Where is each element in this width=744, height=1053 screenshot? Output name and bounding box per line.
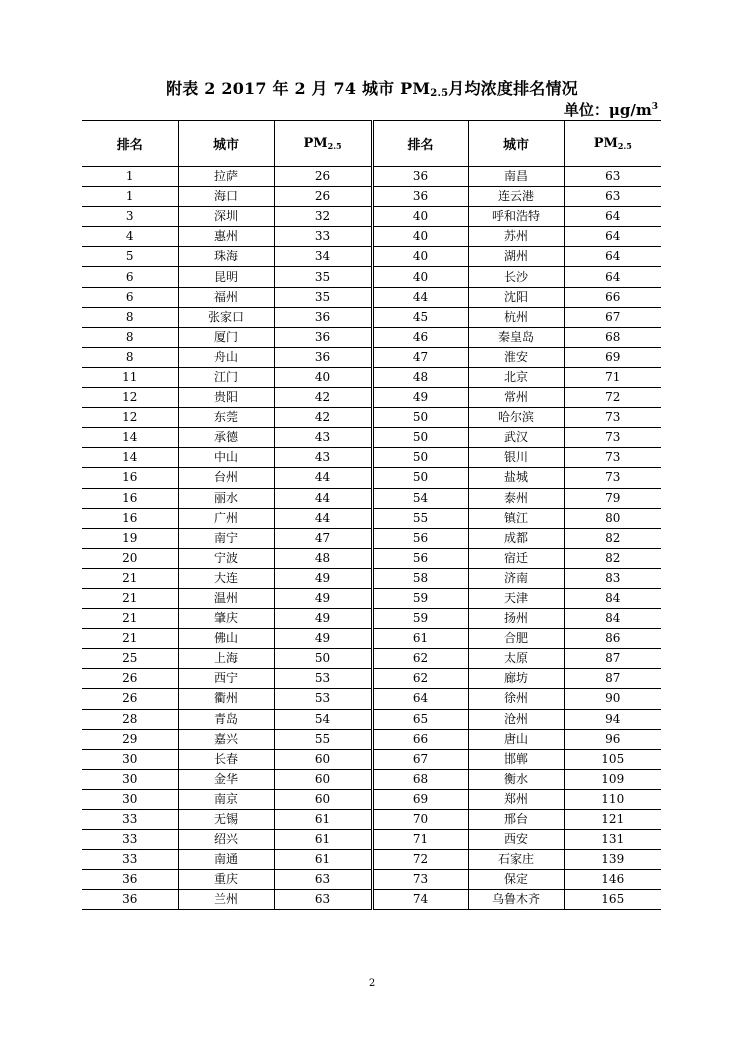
left-city-cell: 丽水 [178,488,274,508]
unit-text: 单位：μg/m [563,101,652,119]
right-rank-cell: 54 [372,488,468,508]
right-rank-cell: 46 [372,327,468,347]
left-rank-cell: 6 [82,267,178,287]
right-pm-cell: 64 [564,267,661,287]
right-pm-cell: 131 [564,830,661,850]
left-city-cell: 衢州 [178,689,274,709]
right-city-cell: 苏州 [468,227,564,247]
left-city-cell: 江门 [178,367,274,387]
left-city-cell: 佛山 [178,629,274,649]
right-city-cell: 武汉 [468,428,564,448]
left-rank-cell: 12 [82,388,178,408]
left-pm-cell: 49 [274,588,372,608]
left-pm-cell: 49 [274,629,372,649]
right-pm-cell: 87 [564,649,661,669]
left-rank-cell: 16 [82,468,178,488]
right-pm-cell: 67 [564,307,661,327]
left-pm-cell: 49 [274,609,372,629]
left-pm-cell: 34 [274,247,372,267]
header-pm-text: PM [303,136,328,151]
left-rank-cell: 16 [82,488,178,508]
right-city-cell: 太原 [468,649,564,669]
left-city-cell: 海口 [178,187,274,207]
right-rank-cell: 62 [372,669,468,689]
left-rank-cell: 29 [82,729,178,749]
left-city-cell: 青岛 [178,709,274,729]
table-row [82,830,661,850]
right-rank-cell: 73 [372,870,468,890]
left-pm-cell: 61 [274,810,372,830]
table-row [82,850,661,870]
header-rank-right: 排名 [372,121,468,167]
table-body [82,167,661,910]
header-pm-sub: 2.5 [617,141,632,151]
left-rank-cell: 1 [82,187,178,207]
table-row [82,810,661,830]
right-rank-cell: 72 [372,850,468,870]
right-rank-cell: 50 [372,408,468,428]
left-city-cell: 昆明 [178,267,274,287]
ranking-table [82,120,661,910]
left-pm-cell: 61 [274,830,372,850]
left-city-cell: 绍兴 [178,830,274,850]
left-rank-cell: 30 [82,789,178,809]
right-rank-cell: 40 [372,247,468,267]
left-rank-cell: 21 [82,568,178,588]
right-pm-cell: 64 [564,247,661,267]
right-city-cell: 泰州 [468,488,564,508]
right-pm-cell: 80 [564,508,661,528]
table-row [82,428,661,448]
right-rank-cell: 40 [372,207,468,227]
left-pm-cell: 60 [274,769,372,789]
right-rank-cell: 44 [372,287,468,307]
right-rank-cell: 66 [372,729,468,749]
left-pm-cell: 63 [274,890,372,910]
left-city-cell: 上海 [178,649,274,669]
left-pm-cell: 61 [274,850,372,870]
unit-superscript: 3 [651,102,658,112]
left-rank-cell: 19 [82,528,178,548]
table-row [82,167,661,187]
left-pm-cell: 35 [274,267,372,287]
table-row [82,870,661,890]
right-pm-cell: 69 [564,347,661,367]
table-row [82,287,661,307]
right-pm-cell: 121 [564,810,661,830]
right-pm-cell: 96 [564,729,661,749]
left-pm-cell: 36 [274,307,372,327]
left-pm-cell: 26 [274,187,372,207]
right-rank-cell: 40 [372,267,468,287]
right-pm-cell: 87 [564,669,661,689]
header-city-right: 城市 [468,121,564,167]
right-pm-cell: 146 [564,870,661,890]
left-pm-cell: 55 [274,729,372,749]
left-city-cell: 台州 [178,468,274,488]
table-row [82,769,661,789]
left-pm-cell: 53 [274,669,372,689]
table-row [82,629,661,649]
left-rank-cell: 36 [82,870,178,890]
right-city-cell: 郑州 [468,789,564,809]
right-city-cell: 廊坊 [468,669,564,689]
left-city-cell: 宁波 [178,548,274,568]
left-rank-cell: 20 [82,548,178,568]
table-row [82,588,661,608]
left-pm-cell: 48 [274,548,372,568]
left-rank-cell: 30 [82,769,178,789]
left-city-cell: 肇庆 [178,609,274,629]
left-city-cell: 嘉兴 [178,729,274,749]
right-city-cell: 乌鲁木齐 [468,890,564,910]
right-rank-cell: 58 [372,568,468,588]
left-city-cell: 深圳 [178,207,274,227]
left-rank-cell: 8 [82,327,178,347]
table-row [82,187,661,207]
left-pm-cell: 44 [274,468,372,488]
right-city-cell: 常州 [468,388,564,408]
header-pm-right [564,121,661,167]
left-pm-cell: 60 [274,789,372,809]
right-pm-cell: 90 [564,689,661,709]
left-rank-cell: 25 [82,649,178,669]
right-rank-cell: 50 [372,428,468,448]
unit-label [564,99,658,120]
table-row [82,388,661,408]
left-pm-cell: 50 [274,649,372,669]
left-pm-cell: 33 [274,227,372,247]
right-pm-cell: 82 [564,528,661,548]
left-city-cell: 金华 [178,769,274,789]
left-city-cell: 温州 [178,588,274,608]
left-rank-cell: 14 [82,428,178,448]
table-row [82,327,661,347]
right-city-cell: 盐城 [468,468,564,488]
right-city-cell: 衡水 [468,769,564,789]
right-city-cell: 北京 [468,367,564,387]
right-city-cell: 长沙 [468,267,564,287]
left-pm-cell: 47 [274,528,372,548]
table-row [82,307,661,327]
table-row [82,568,661,588]
right-pm-cell: 82 [564,548,661,568]
table-row [82,468,661,488]
right-rank-cell: 45 [372,307,468,327]
left-city-cell: 东莞 [178,408,274,428]
right-rank-cell: 65 [372,709,468,729]
right-pm-cell: 66 [564,287,661,307]
right-pm-cell: 72 [564,388,661,408]
left-pm-cell: 44 [274,508,372,528]
left-rank-cell: 33 [82,810,178,830]
right-pm-cell: 64 [564,227,661,247]
left-rank-cell: 8 [82,307,178,327]
left-rank-cell: 5 [82,247,178,267]
left-pm-cell: 43 [274,428,372,448]
right-city-cell: 宿迁 [468,548,564,568]
left-rank-cell: 16 [82,508,178,528]
title-suffix: 月均浓度排名情况 [448,79,578,98]
left-city-cell: 重庆 [178,870,274,890]
left-pm-cell: 44 [274,488,372,508]
header-city-left: 城市 [178,121,274,167]
right-city-cell: 石家庄 [468,850,564,870]
left-rank-cell: 36 [82,890,178,910]
left-city-cell: 舟山 [178,347,274,367]
left-pm-cell: 63 [274,870,372,890]
left-city-cell: 兰州 [178,890,274,910]
left-pm-cell: 32 [274,207,372,227]
table-row [82,207,661,227]
page-number: 2 [368,978,376,989]
table-row [82,267,661,287]
left-rank-cell: 14 [82,448,178,468]
table-row [82,548,661,568]
left-pm-cell: 49 [274,568,372,588]
right-pm-cell: 63 [564,167,661,187]
right-rank-cell: 59 [372,609,468,629]
right-pm-cell: 139 [564,850,661,870]
right-city-cell: 哈尔滨 [468,408,564,428]
left-rank-cell: 3 [82,207,178,227]
right-rank-cell: 50 [372,448,468,468]
table-row [82,448,661,468]
table-row [82,227,661,247]
left-city-cell: 贵阳 [178,388,274,408]
table-row [82,789,661,809]
left-pm-cell: 36 [274,347,372,367]
left-city-cell: 厦门 [178,327,274,347]
left-rank-cell: 12 [82,408,178,428]
left-rank-cell: 11 [82,367,178,387]
left-city-cell: 南宁 [178,528,274,548]
left-rank-cell: 4 [82,227,178,247]
left-rank-cell: 8 [82,347,178,367]
left-pm-cell: 35 [274,287,372,307]
right-city-cell: 湖州 [468,247,564,267]
right-pm-cell: 71 [564,367,661,387]
right-city-cell: 合肥 [468,629,564,649]
right-pm-cell: 68 [564,327,661,347]
right-rank-cell: 64 [372,689,468,709]
left-city-cell: 拉萨 [178,167,274,187]
table-row [82,709,661,729]
table-row [82,649,661,669]
left-city-cell: 长春 [178,749,274,769]
right-pm-cell: 83 [564,568,661,588]
right-city-cell: 邢台 [468,810,564,830]
header-row [82,121,661,167]
right-city-cell: 邯郸 [468,749,564,769]
right-city-cell: 沧州 [468,709,564,729]
left-city-cell: 承德 [178,428,274,448]
right-city-cell: 秦皇岛 [468,327,564,347]
right-city-cell: 济南 [468,568,564,588]
right-city-cell: 天津 [468,588,564,608]
title-subscript: 2.5 [430,88,449,99]
right-city-cell: 唐山 [468,729,564,749]
left-rank-cell: 26 [82,689,178,709]
right-city-cell: 银川 [468,448,564,468]
left-pm-cell: 36 [274,327,372,347]
left-rank-cell: 26 [82,669,178,689]
right-rank-cell: 56 [372,528,468,548]
left-rank-cell: 28 [82,709,178,729]
right-city-cell: 徐州 [468,689,564,709]
left-rank-cell: 21 [82,609,178,629]
right-rank-cell: 74 [372,890,468,910]
left-city-cell: 无锡 [178,810,274,830]
right-city-cell: 杭州 [468,307,564,327]
table-row [82,890,661,910]
right-rank-cell: 36 [372,167,468,187]
right-rank-cell: 68 [372,769,468,789]
header-rank-left: 排名 [82,121,178,167]
right-pm-cell: 84 [564,609,661,629]
right-city-cell: 扬州 [468,609,564,629]
right-pm-cell: 64 [564,207,661,227]
right-pm-cell: 105 [564,749,661,769]
table-row [82,408,661,428]
right-pm-cell: 73 [564,408,661,428]
table-row [82,247,661,267]
table-row [82,347,661,367]
right-rank-cell: 67 [372,749,468,769]
left-pm-cell: 54 [274,709,372,729]
right-pm-cell: 73 [564,428,661,448]
table-row [82,749,661,769]
left-pm-cell: 40 [274,367,372,387]
left-pm-cell: 43 [274,448,372,468]
left-pm-cell: 42 [274,388,372,408]
right-rank-cell: 71 [372,830,468,850]
left-city-cell: 西宁 [178,669,274,689]
left-pm-cell: 53 [274,689,372,709]
header-pm-text: PM [593,136,618,151]
left-rank-cell: 1 [82,167,178,187]
left-rank-cell: 6 [82,287,178,307]
right-pm-cell: 63 [564,187,661,207]
left-city-cell: 南通 [178,850,274,870]
right-rank-cell: 55 [372,508,468,528]
right-rank-cell: 56 [372,548,468,568]
right-pm-cell: 165 [564,890,661,910]
right-rank-cell: 36 [372,187,468,207]
right-rank-cell: 61 [372,629,468,649]
left-rank-cell: 33 [82,830,178,850]
left-city-cell: 福州 [178,287,274,307]
right-rank-cell: 59 [372,588,468,608]
left-city-cell: 惠州 [178,227,274,247]
right-rank-cell: 50 [372,468,468,488]
right-rank-cell: 48 [372,367,468,387]
right-city-cell: 呼和浩特 [468,207,564,227]
table-row [82,729,661,749]
right-pm-cell: 73 [564,448,661,468]
right-rank-cell: 47 [372,347,468,367]
right-pm-cell: 110 [564,789,661,809]
right-city-cell: 沈阳 [468,287,564,307]
right-city-cell: 镇江 [468,508,564,528]
right-rank-cell: 62 [372,649,468,669]
left-city-cell: 张家口 [178,307,274,327]
table-row [82,609,661,629]
header-pm-left [274,121,372,167]
right-pm-cell: 86 [564,629,661,649]
right-city-cell: 成都 [468,528,564,548]
table-row [82,689,661,709]
right-rank-cell: 69 [372,789,468,809]
table-row [82,669,661,689]
right-pm-cell: 79 [564,488,661,508]
header-pm-sub: 2.5 [327,141,342,151]
right-pm-cell: 109 [564,769,661,789]
right-rank-cell: 40 [372,227,468,247]
left-rank-cell: 30 [82,749,178,769]
right-city-cell: 连云港 [468,187,564,207]
left-pm-cell: 42 [274,408,372,428]
left-rank-cell: 21 [82,629,178,649]
right-pm-cell: 84 [564,588,661,608]
title-prefix: 附表 2 2017 年 2 月 74 城市 PM [166,79,431,98]
table-title [0,76,744,99]
right-pm-cell: 94 [564,709,661,729]
table-row [82,508,661,528]
right-city-cell: 保定 [468,870,564,890]
left-city-cell: 南京 [178,789,274,809]
left-city-cell: 广州 [178,508,274,528]
table-row [82,488,661,508]
right-pm-cell: 73 [564,468,661,488]
right-rank-cell: 49 [372,388,468,408]
left-city-cell: 中山 [178,448,274,468]
left-city-cell: 大连 [178,568,274,588]
left-rank-cell: 33 [82,850,178,870]
table-row [82,367,661,387]
right-rank-cell: 70 [372,810,468,830]
table-row [82,528,661,548]
left-pm-cell: 26 [274,167,372,187]
right-city-cell: 南昌 [468,167,564,187]
left-city-cell: 珠海 [178,247,274,267]
right-city-cell: 西安 [468,830,564,850]
right-city-cell: 淮安 [468,347,564,367]
left-rank-cell: 21 [82,588,178,608]
left-pm-cell: 60 [274,749,372,769]
